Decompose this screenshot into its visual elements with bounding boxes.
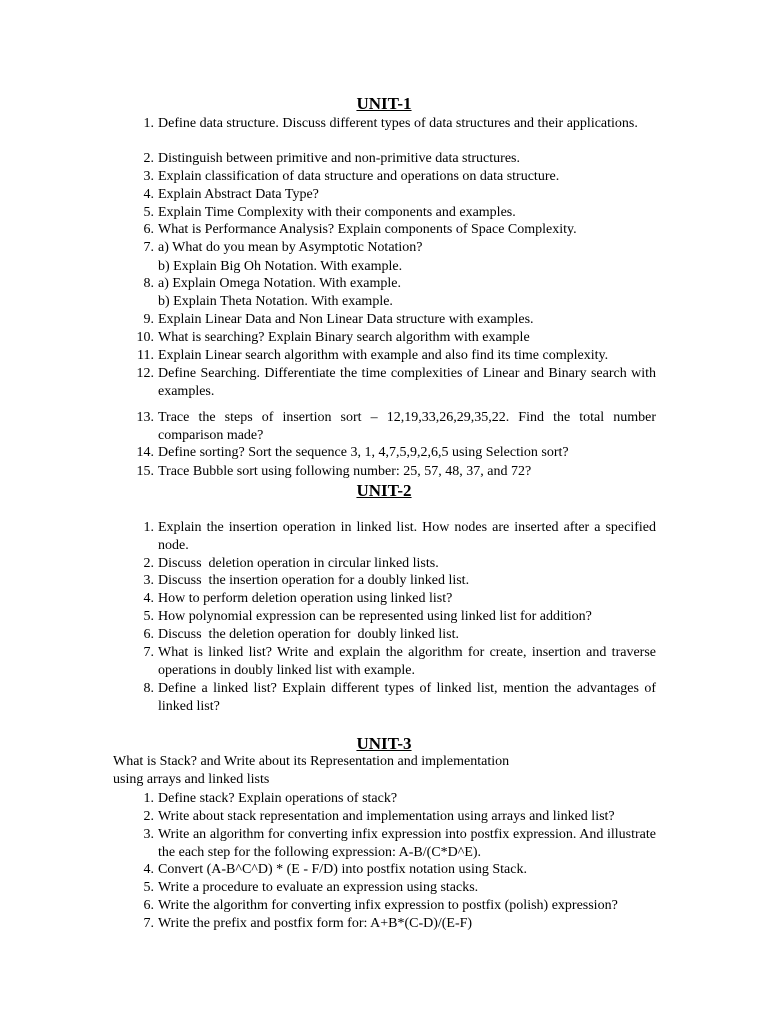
question-number: 12.	[136, 366, 154, 381]
unit3-question-5	[130, 879, 656, 897]
unit1-question-11	[130, 347, 656, 365]
unit-2-heading: UNIT-2	[356, 481, 412, 500]
question-text: What is linked list? Write and explain the algorithm for create, insertion and traverse operations in doubly linked list with example.	[158, 645, 667, 678]
unit-1-heading: UNIT-1	[356, 94, 412, 113]
question-number: 5.	[143, 609, 154, 624]
question-number: 3.	[143, 573, 154, 588]
question-text: Trace Bubble sort using following number: 25, 57, 48, 37, and 72?	[158, 464, 532, 479]
unit1-question-10	[130, 329, 656, 347]
question-text: Explain Linear search algorithm with example and also find its time complexity.	[158, 348, 609, 363]
unit3-question-1	[130, 790, 656, 808]
question-number: 11.	[137, 348, 154, 363]
unit1-question-13	[130, 409, 656, 445]
question-number: 6.	[143, 627, 154, 642]
question-text: Trace the steps of insertion sort – 12,19,33,26,29,35,22. Find the total number comparison made?	[158, 410, 656, 443]
unit-3-heading: UNIT-3	[356, 734, 412, 753]
question-number: 9.	[143, 312, 154, 327]
question-text: Explain Linear Data and Non Linear Data structure with examples.	[158, 312, 534, 327]
unit2-question-1	[130, 519, 656, 555]
unit1-question-8-sub: b) Explain Theta Notation. With example.	[158, 294, 393, 309]
unit3-question-4	[130, 861, 656, 879]
unit1-question-1	[130, 115, 656, 133]
unit3-intro-line-1: What is Stack? and Write about its Representation and implementation	[113, 754, 510, 769]
question-number: 8.	[143, 276, 154, 291]
question-text: Write a procedure to evaluate an expression using stacks.	[158, 880, 479, 895]
question-number: 1.	[143, 791, 154, 806]
question-text: Distinguish between primitive and non-primitive data structures.	[158, 151, 520, 166]
question-number: 14.	[136, 445, 154, 460]
question-number: 7.	[143, 916, 154, 931]
unit1-question-5	[130, 204, 656, 222]
question-number: 8.	[143, 681, 154, 696]
question-number: 2.	[143, 556, 154, 571]
question-text: How to perform deletion operation using linked list?	[158, 591, 453, 606]
question-number: 6.	[143, 898, 154, 913]
question-text: Explain the insertion operation in linked list. How nodes are inserted after a specified node.	[158, 520, 656, 553]
unit1-question-7	[130, 239, 656, 257]
question-number: 4.	[143, 591, 154, 606]
question-text: Explain Time Complexity with their components and examples.	[158, 205, 516, 220]
unit2-question-3	[130, 572, 656, 590]
question-number: 7.	[143, 240, 154, 255]
unit2-question-2	[130, 555, 656, 573]
unit1-question-4	[130, 186, 656, 204]
question-text: a) Explain Omega Notation. With example.	[158, 276, 401, 291]
question-number: 3.	[143, 827, 154, 842]
question-text: Explain Abstract Data Type?	[158, 187, 319, 202]
question-text: Write about stack representation and implementation using arrays and linked list?	[158, 809, 615, 824]
question-number: 2.	[143, 151, 154, 166]
question-number: 2.	[143, 809, 154, 824]
unit3-question-6	[130, 897, 656, 915]
question-number: 15.	[136, 464, 154, 479]
question-number: 7.	[143, 645, 154, 660]
question-number: 5.	[143, 205, 154, 220]
question-text: Define a linked list? Explain different types of linked list, mention the advantages of linked list?	[158, 681, 656, 714]
unit3-question-2	[130, 808, 656, 826]
question-text: What is searching? Explain Binary search algorithm with example	[158, 330, 530, 345]
question-number: 1.	[143, 520, 154, 535]
question-number: 4.	[143, 187, 154, 202]
question-number: 5.	[143, 880, 154, 895]
question-number: 13.	[136, 410, 154, 425]
unit2-question-8	[130, 680, 656, 716]
unit1-question-9	[130, 311, 656, 329]
unit1-question-14	[130, 444, 656, 462]
unit1-question-8	[130, 275, 656, 293]
question-text: Write the algorithm for converting infix expression to postfix (polish) expression?	[158, 898, 618, 913]
unit1-question-7-sub: b) Explain Big Oh Notation. With example.	[158, 259, 403, 274]
question-text: a) What do you mean by Asymptotic Notation?	[158, 240, 423, 255]
question-number: 4.	[143, 862, 154, 877]
question-text: Define data structure. Discuss different types of data structures and their applications.	[158, 116, 638, 131]
unit1-question-3	[130, 168, 656, 186]
question-text: Discuss deletion operation in circular linked lists.	[158, 556, 439, 571]
question-text: Explain classification of data structure and operations on data structure.	[158, 169, 560, 184]
unit1-question-2	[130, 150, 656, 168]
unit2-question-4	[130, 590, 656, 608]
question-text: What is Performance Analysis? Explain components of Space Complexity.	[158, 222, 577, 237]
question-text: Discuss the deletion operation for doubly linked list.	[158, 627, 459, 642]
question-number: 1.	[143, 116, 154, 131]
question-number: 3.	[143, 169, 154, 184]
unit2-question-7	[130, 644, 667, 680]
unit2-question-6	[130, 626, 656, 644]
question-text: Define sorting? Sort the sequence 3, 1, 4,7,5,9,2,6,5 using Selection sort?	[158, 445, 569, 460]
question-text: Discuss the insertion operation for a doubly linked list.	[158, 573, 470, 588]
unit3-intro-line-2: using arrays and linked lists	[113, 772, 270, 787]
unit1-question-6	[130, 221, 656, 239]
unit2-question-5	[130, 608, 656, 626]
question-text: Write an algorithm for converting infix expression into postfix expression. And illustrate the each step for the following expression: A-B/(C*D^E).	[158, 827, 656, 860]
question-text: Define Searching. Differentiate the time complexities of Linear and Binary search with examples.	[158, 366, 677, 399]
question-text: How polynomial expression can be represented using linked list for addition?	[158, 609, 592, 624]
unit3-question-7	[130, 915, 656, 933]
question-text: Convert (A-B^C^D) * (E - F/D) into postfix notation using Stack.	[158, 862, 527, 877]
unit1-question-12	[130, 365, 677, 401]
unit1-question-15	[130, 463, 656, 481]
question-number: 10.	[136, 330, 154, 345]
question-text: Define stack? Explain operations of stack?	[158, 791, 398, 806]
question-text: Write the prefix and postfix form for: A+B*(C-D)/(E-F)	[158, 916, 473, 931]
unit3-question-3	[130, 826, 656, 862]
question-number: 6.	[143, 222, 154, 237]
